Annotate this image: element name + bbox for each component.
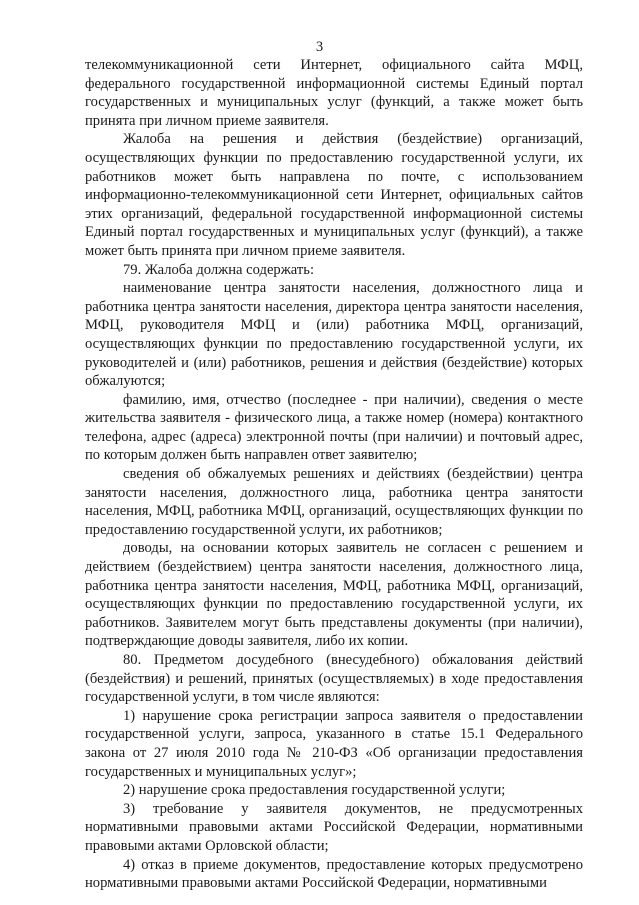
paragraph: 1) нарушение срока регистрации запроса заявителя о предоставлении государственной услуги, запроса, указанного в статье 15.1 Федерального закона от 27 июля 2010 года № 210-ФЗ «Об организации предоставления государственных и муниципальных услуг»; bbox=[85, 707, 583, 780]
paragraph: телекоммуникационной сети Интернет, официального сайта МФЦ, федерального государственной информационной системы Единый портал государственных и муниципальных услуг (функций, а также может быть принята при личном приеме заявителя. bbox=[85, 57, 583, 129]
paragraph: 3) требование у заявителя документов, не предусмотренных нормативными правовыми актами Российской Федерации, нормативными правовыми актами Орловской области; bbox=[85, 800, 583, 854]
paragraph: наименование центра занятости населения, должностного лица и работника центра занятости населения, директора центра занятости населения, МФЦ, руководителя МФЦ и (или) работника МФЦ, организаций, осуществляющих функции по предоставлению государственной услуги, их руководителей и (или) работников, решения и действия (бездействие) которых обжалуются; bbox=[85, 280, 583, 390]
paragraph: фамилию, имя, отчество (последнее - при наличии), сведения о месте жительства заявителя - физического лица, а также номер (номера) контактного телефона, адрес (адреса) электронной почты (при наличии) и почтовый адрес, по которым должен быть направлен ответ заявителю; bbox=[85, 391, 583, 464]
paragraph: Жалоба на решения и действия (бездействие) организаций, осуществляющих функции по предоставлению государственной услуги, их работников может быть направлена по почте, с использованием информационно-телекоммуникационной сети Интернет, официальных сайтов этих организаций, федеральной государственной информационной системы Единый портал государственных и муниципальных услуг (функций), а также может быть принята при личном приеме заявителя. bbox=[85, 131, 583, 259]
paragraph: 80. Предметом досудебного (внесудебного) обжалования действий (бездействия) и решений, принятых (осуществляемых) в ходе предоставления государственной услуги, в том числе являются: bbox=[85, 652, 583, 706]
page-number: 3 bbox=[315, 39, 324, 55]
paragraph: 2) нарушение срока предоставления государственной услуги; bbox=[123, 782, 506, 799]
paragraph: 79. Жалоба должна содержать: bbox=[123, 261, 314, 278]
paragraph: 4) отказ в приеме документов, предоставление которых предусмотрено нормативными правовыми актами Российской Федерации, нормативными bbox=[85, 856, 583, 892]
document-body bbox=[85, 56, 583, 893]
paragraph: доводы, на основании которых заявитель не согласен с решением и действием (бездействием) центра занятости населения, должностного лица, работника центра занятости населения, МФЦ, работника МФЦ, организаций, осуществляющих функции по предоставлению государственной услуги, их работников. Заявителем могут быть представлены документы (при наличии), подтверждающие доводы заявителя, либо их копии. bbox=[85, 540, 583, 650]
paragraph: сведения об обжалуемых решениях и действиях (бездействии) центра занятости населения, должностного лица, работника центра занятости населения, МФЦ, работника МФЦ, организаций, осуществляющих функции по предоставлению государственной услуги, их работников; bbox=[85, 466, 583, 538]
